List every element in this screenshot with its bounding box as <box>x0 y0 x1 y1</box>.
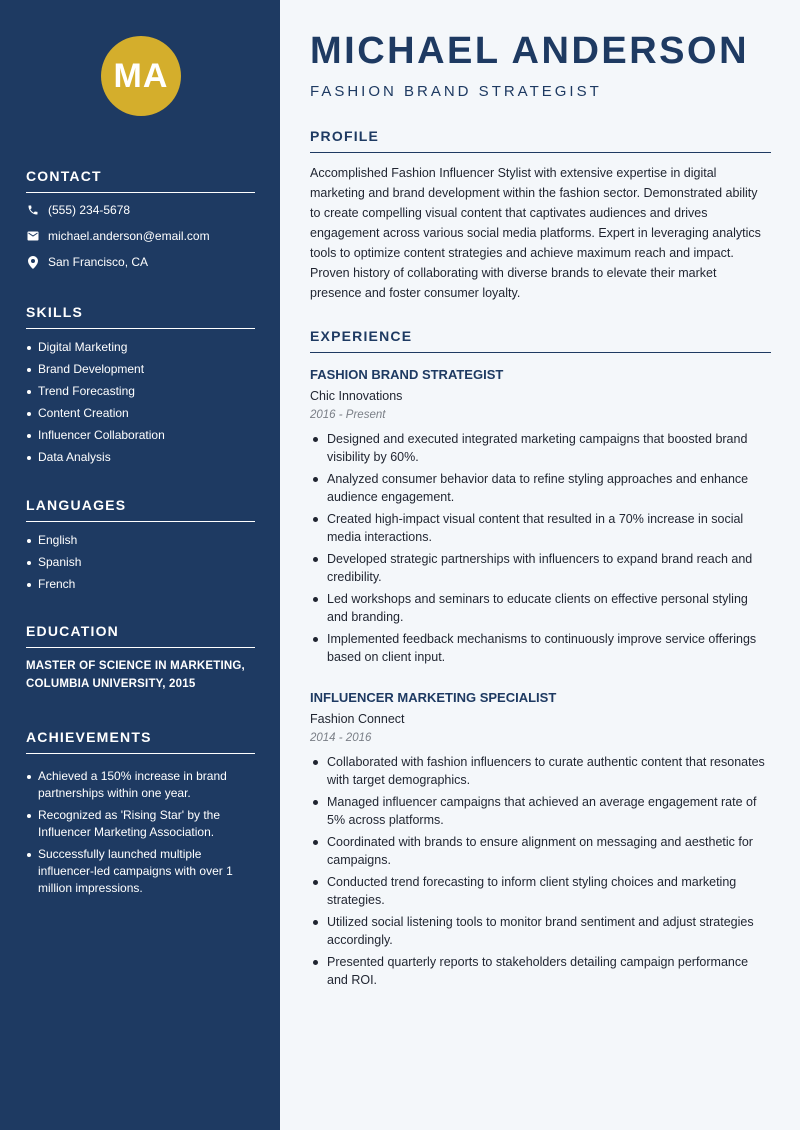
avatar <box>101 36 181 116</box>
job-bullet: Coordinated with brands to ensure alignment on messaging and aesthetic for campaigns. <box>310 833 771 869</box>
skill-item: Brand Development <box>26 361 255 378</box>
education-section <box>26 623 255 693</box>
skills-list <box>26 339 255 466</box>
job-company: Chic Innovations <box>310 389 403 403</box>
achievements-heading: ACHIEVEMENTS <box>26 729 255 754</box>
skill-item: Influencer Collaboration <box>26 427 255 444</box>
profile-section <box>310 128 771 303</box>
profile-text: Accomplished Fashion Influencer Stylist with extensive expertise in digital marketing and brand development within the fashion sector. Demonstrated ability to create compelling visual content that captivates audiences and drives engagement across various social media platforms. Expert in leveraging analytics tools to optimize content strategies and achieve maximum reach and impact. Proven history of collaborating with diverse brands to elevate their market presence and foster consumer loyalty. <box>310 166 761 300</box>
languages-heading: LANGUAGES <box>26 497 255 522</box>
job-bullet: Designed and executed integrated marketing campaigns that boosted brand visibility by 60%. <box>310 430 771 466</box>
education-degree: MASTER OF SCIENCE IN MARKETING, <box>26 660 245 672</box>
achievement-item: Achieved a 150% increase in brand partnerships within one year. <box>26 768 255 802</box>
skill-item: Trend Forecasting <box>26 383 255 400</box>
contact-location <box>26 253 255 271</box>
job-bullet: Conducted trend forecasting to inform client styling choices and marketing strategies. <box>310 873 771 909</box>
contact-section <box>26 168 255 271</box>
contact-email <box>26 227 255 245</box>
candidate-title: FASHION BRAND STRATEGIST <box>310 83 602 100</box>
skill-item: Content Creation <box>26 405 255 422</box>
job-bullets <box>310 430 771 666</box>
job-entry <box>310 690 771 993</box>
job-bullets <box>310 753 771 989</box>
location-pin-icon <box>26 255 40 269</box>
job-dates: 2014 - 2016 <box>310 732 372 744</box>
language-item: French <box>26 576 255 593</box>
languages-section <box>26 497 255 598</box>
phone-icon <box>26 203 40 217</box>
job-bullet: Implemented feedback mechanisms to continuously improve service offerings based on client input. <box>310 630 771 666</box>
education-entry <box>26 657 255 693</box>
job-role: FASHION BRAND STRATEGIST <box>310 367 504 382</box>
email-icon <box>26 229 40 243</box>
job-bullet: Led workshops and seminars to educate clients on effective personal styling and branding. <box>310 590 771 626</box>
education-heading: EDUCATION <box>26 623 255 648</box>
achievement-item: Recognized as 'Rising Star' by the Influencer Marketing Association. <box>26 807 255 841</box>
contact-phone-text: (555) 234-5678 <box>48 203 131 217</box>
language-item: Spanish <box>26 554 255 571</box>
job-bullet: Created high-impact visual content that resulted in a 70% increase in social media interactions. <box>310 510 771 546</box>
skills-section <box>26 304 255 471</box>
languages-list <box>26 532 255 593</box>
achievements-list <box>26 768 255 897</box>
achievements-section <box>26 729 255 902</box>
job-bullet: Managed influencer campaigns that achieved an average engagement rate of 5% across platforms. <box>310 793 771 829</box>
profile-heading: PROFILE <box>310 128 771 153</box>
contact-phone <box>26 201 255 219</box>
job-bullet: Analyzed consumer behavior data to refine styling approaches and enhance audience engagement. <box>310 470 771 506</box>
avatar-initials: MA <box>113 56 169 95</box>
job-bullet: Utilized social listening tools to monitor brand sentiment and adjust strategies accordingly. <box>310 913 771 949</box>
skill-item: Digital Marketing <box>26 339 255 356</box>
contact-heading: CONTACT <box>26 168 255 193</box>
job-bullet: Developed strategic partnerships with influencers to expand brand reach and credibility. <box>310 550 771 586</box>
skill-item: Data Analysis <box>26 449 255 466</box>
job-bullet: Presented quarterly reports to stakeholders detailing campaign performance and ROI. <box>310 953 771 989</box>
contact-email-text: michael.anderson@email.com <box>48 229 210 243</box>
contact-location-text: San Francisco, CA <box>48 255 149 269</box>
candidate-name: MICHAEL ANDERSON <box>310 30 750 72</box>
job-company: Fashion Connect <box>310 712 405 726</box>
job-bullet: Collaborated with fashion influencers to curate authentic content that resonates with target demographics. <box>310 753 771 789</box>
experience-heading: EXPERIENCE <box>310 328 771 353</box>
education-school: COLUMBIA UNIVERSITY, 2015 <box>26 678 196 690</box>
language-item: English <box>26 532 255 549</box>
skills-heading: SKILLS <box>26 304 255 329</box>
sidebar <box>0 0 280 1130</box>
achievement-item: Successfully launched multiple influencer-led campaigns with over 1 million impressions. <box>26 846 255 897</box>
job-role: INFLUENCER MARKETING SPECIALIST <box>310 690 557 705</box>
experience-section <box>310 328 771 353</box>
job-dates: 2016 - Present <box>310 409 386 421</box>
job-entry <box>310 367 771 670</box>
